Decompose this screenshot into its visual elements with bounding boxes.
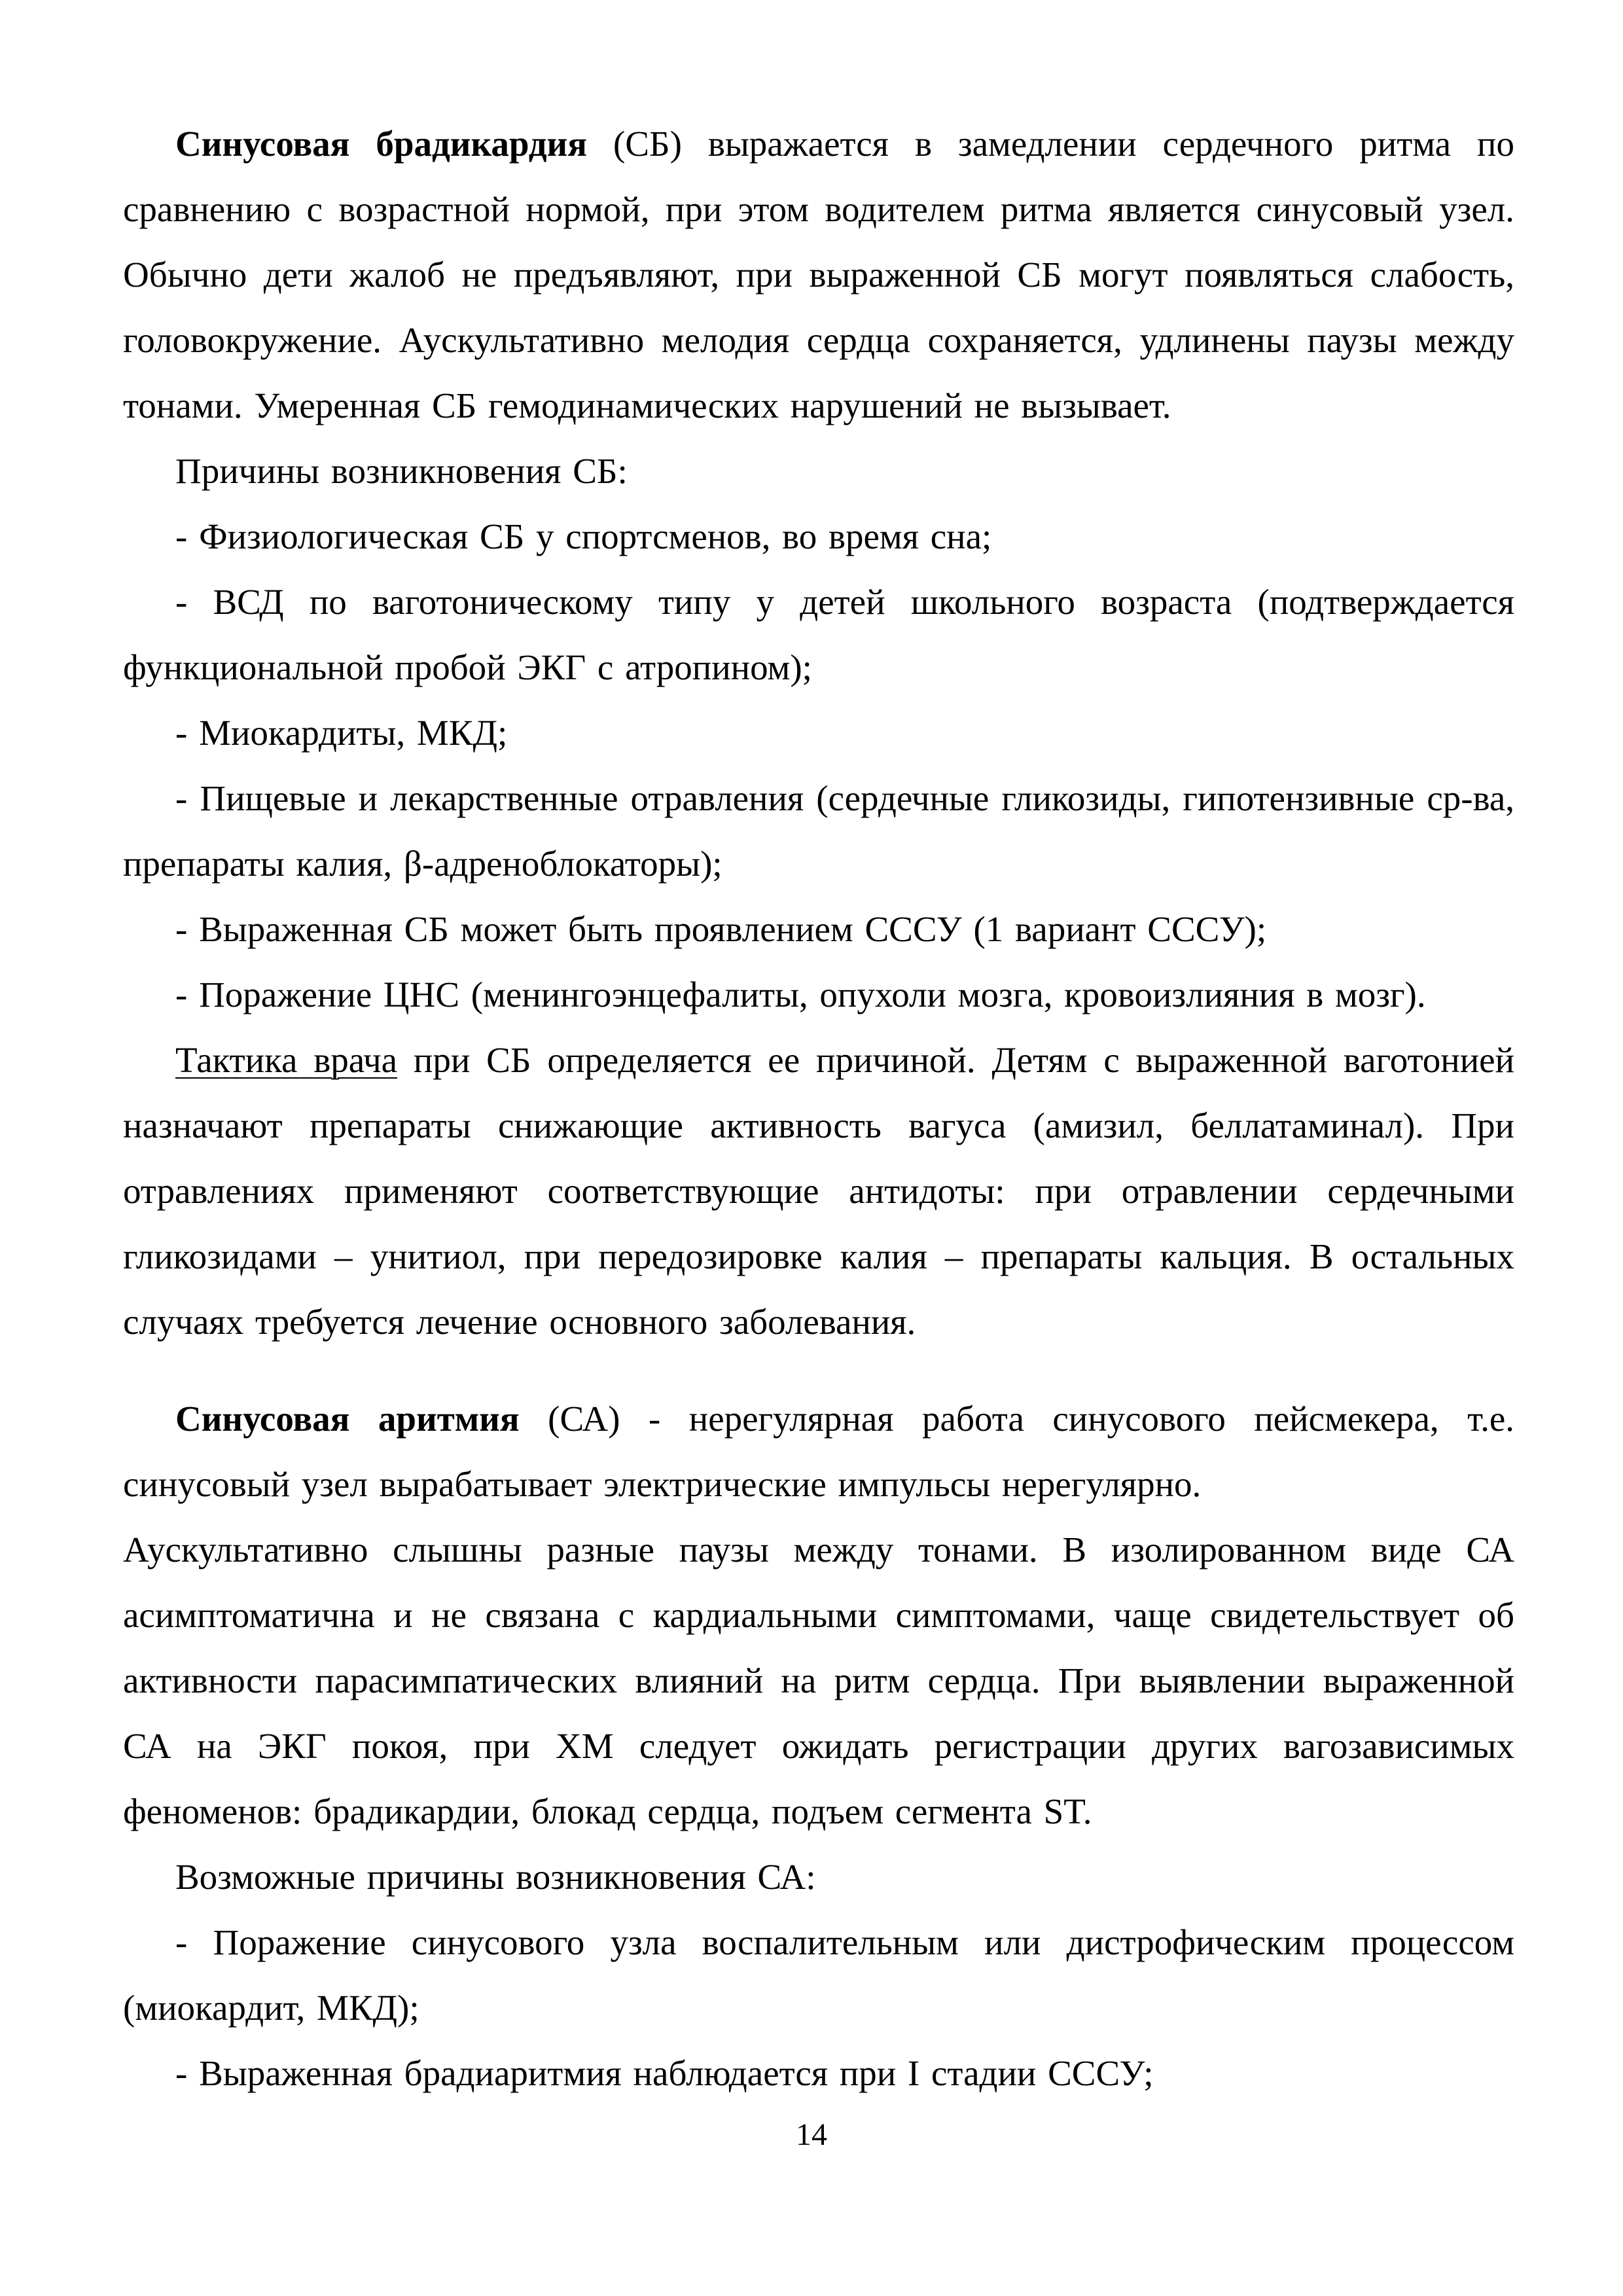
doctor-tactics-label: Тактика врача — [175, 1040, 398, 1080]
arrhythmia-auscultation-paragraph: Аускультативно слышны разные паузы между тонами. В изолированном виде СА асимптоматична и не связана с кардиальными симптомами, чаще свидетельствует об активности парасимпатических влияний на ритм сердца. При выявлении выраженной СА на ЭКГ покоя, при ХМ следует ожидать регистрации других вагозависимых феноменов: брадикардии, блокад сердца, подъем сегмента ST. — [123, 1530, 1514, 1831]
sinus-arrhythmia-definition — [123, 1386, 1514, 1517]
sinus-bradycardia-term: Синусовая брадикардия — [175, 124, 587, 164]
arrhythmia-cause-item: - Выраженная брадиаритмия наблюдается при I стадии СССУ; — [175, 2053, 1154, 2093]
doctor-tactics-paragraph — [123, 1028, 1514, 1355]
bradycardia-cause-item: - ВСД по ваготоническому типу у детей школьного возраста (подтверждается функциональной пробой ЭКГ с атропином); — [123, 582, 1514, 687]
bradycardia-cause-item: - Выраженная СБ может быть проявлением СССУ (1 вариант СССУ); — [175, 909, 1267, 949]
bradycardia-cause-item: - Миокардиты, МКД; — [175, 713, 508, 753]
bradycardia-cause-item: - Физиологическая СБ у спортсменов, во время сна; — [175, 516, 992, 556]
section-gap — [123, 1355, 1514, 1386]
page-number: 14 — [796, 2117, 827, 2152]
sinus-bradycardia-text: (СБ) выражается в замедлении сердечного ритма по сравнению с возрастной нормой, при этом водителем ритма является синусовый узел. Обычно дети жалоб не предъявляют, при выраженной СБ могут появляться слабость, головокружение. Аускультативно мелодия сердца сохраняется, удлинены паузы между тонами. Умеренная СБ гемодинамических нарушений не вызывает. — [123, 124, 1514, 425]
sinus-arrhythmia-term: Синусовая аритмия — [175, 1399, 520, 1439]
sinus-arrhythmia-text: (СА) - нерегулярная работа синусового пейсмекера, т.е. синусовый узел вырабатывает электрические импульсы нерегулярно. — [123, 1399, 1514, 1504]
arrhythmia-causes-heading: Возможные причины возникновения СА: — [175, 1857, 816, 1897]
page-content — [123, 111, 1514, 2106]
bradycardia-cause-item: - Пищевые и лекарственные отравления (сердечные гликозиды, гипотензивные ср-ва, препараты калия, β-адреноблокаторы); — [123, 778, 1514, 884]
doctor-tactics-text: при СБ определяется ее причиной. Детям с выраженной ваготонией назначают препараты снижающие активность вагуса (амизил, беллатаминал). При отравлениях применяют соответствующие антидоты: при отравлении сердечными гликозидами – унитиол, при передозировке калия – препараты кальция. В остальных случаях требуется лечение основного заболевания. — [123, 1040, 1515, 1342]
bradycardia-cause-item: - Поражение ЦНС (менингоэнцефалиты, опухоли мозга, кровоизлияния в мозг). — [175, 975, 1426, 1014]
bradycardia-causes-heading: Причины возникновения СБ: — [175, 451, 628, 491]
arrhythmia-cause-item: - Поражение синусового узла воспалительным или дистрофическим процессом (миокардит, МКД); — [123, 1922, 1514, 2028]
sinus-bradycardia-definition — [123, 111, 1514, 439]
